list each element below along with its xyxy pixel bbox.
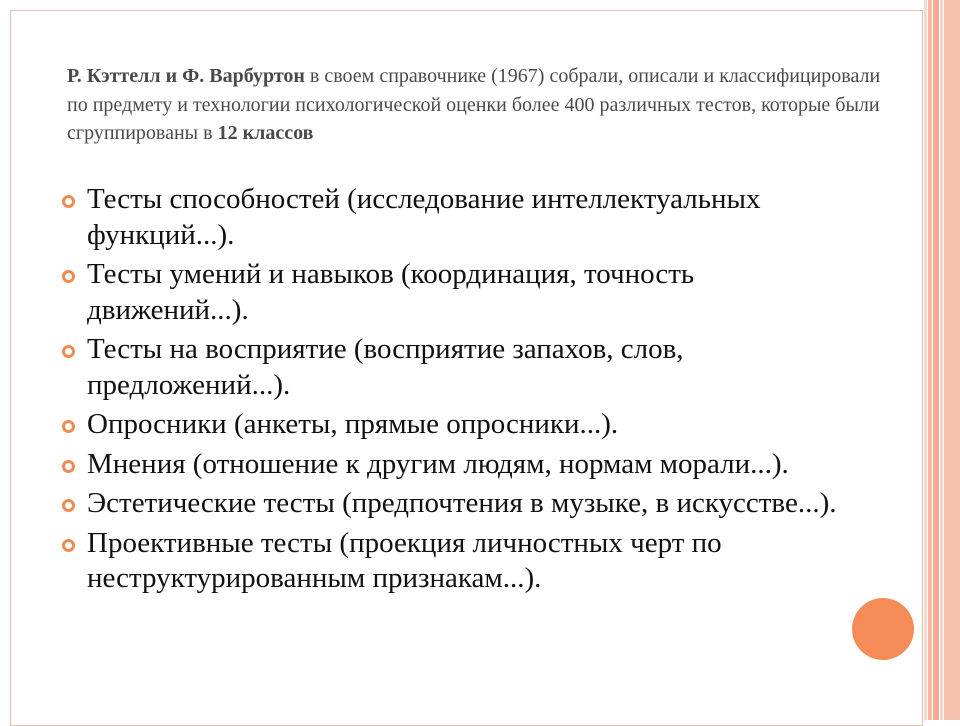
list-item-text: Тесты способностей (исследование интеллектуальных функций...). (87, 183, 761, 251)
intro-paragraph (67, 62, 897, 148)
decorative-stripe (933, 0, 939, 720)
bullet-ring-icon (62, 499, 75, 512)
list-item-text: Тесты на восприятие (восприятие запахов, слов, предложений...). (87, 333, 684, 401)
intro-classes: 12 классов (217, 122, 314, 144)
bullet-ring-icon (62, 420, 75, 433)
bullet-list (62, 182, 862, 601)
list-item (62, 332, 862, 403)
list-item (62, 182, 862, 253)
decorative-stripe (940, 0, 943, 720)
intro-authors: Р. Кэттелл и Ф. Варбуртон (67, 65, 305, 87)
list-item-text: Опросники (анкеты, прямые опросники...). (87, 408, 619, 440)
list-item (62, 257, 862, 328)
bullet-ring-icon (62, 539, 75, 552)
list-item-text: Эстетические тесты (предпочтения в музыке, в искусстве...). (87, 487, 837, 519)
decorative-stripe (924, 0, 927, 720)
list-item (62, 526, 862, 597)
list-item (62, 447, 862, 483)
decorative-stripe (928, 0, 932, 720)
bullet-ring-icon (62, 270, 75, 283)
accent-circle (852, 598, 914, 660)
bullet-ring-icon (62, 195, 75, 208)
list-item-text: Тесты умений и навыков (координация, точность движений...). (87, 258, 695, 326)
list-item-text: Мнения (отношение к другим людям, нормам морали...). (87, 447, 789, 480)
list-item (62, 407, 862, 443)
list-item (62, 486, 862, 522)
bullet-ring-icon (62, 345, 75, 358)
bullet-ring-icon (62, 460, 75, 473)
intro-text: в своем справочнике (1967) собрали, описали и классифицировали по предмету и технологии психологической оценки более 400 различных тестов, которые были сгруппированы в (67, 65, 881, 144)
decorative-stripe (944, 0, 960, 720)
list-item-text: Проективные тесты (проекция личностных черт по неструктурированным признакам...). (87, 526, 722, 594)
